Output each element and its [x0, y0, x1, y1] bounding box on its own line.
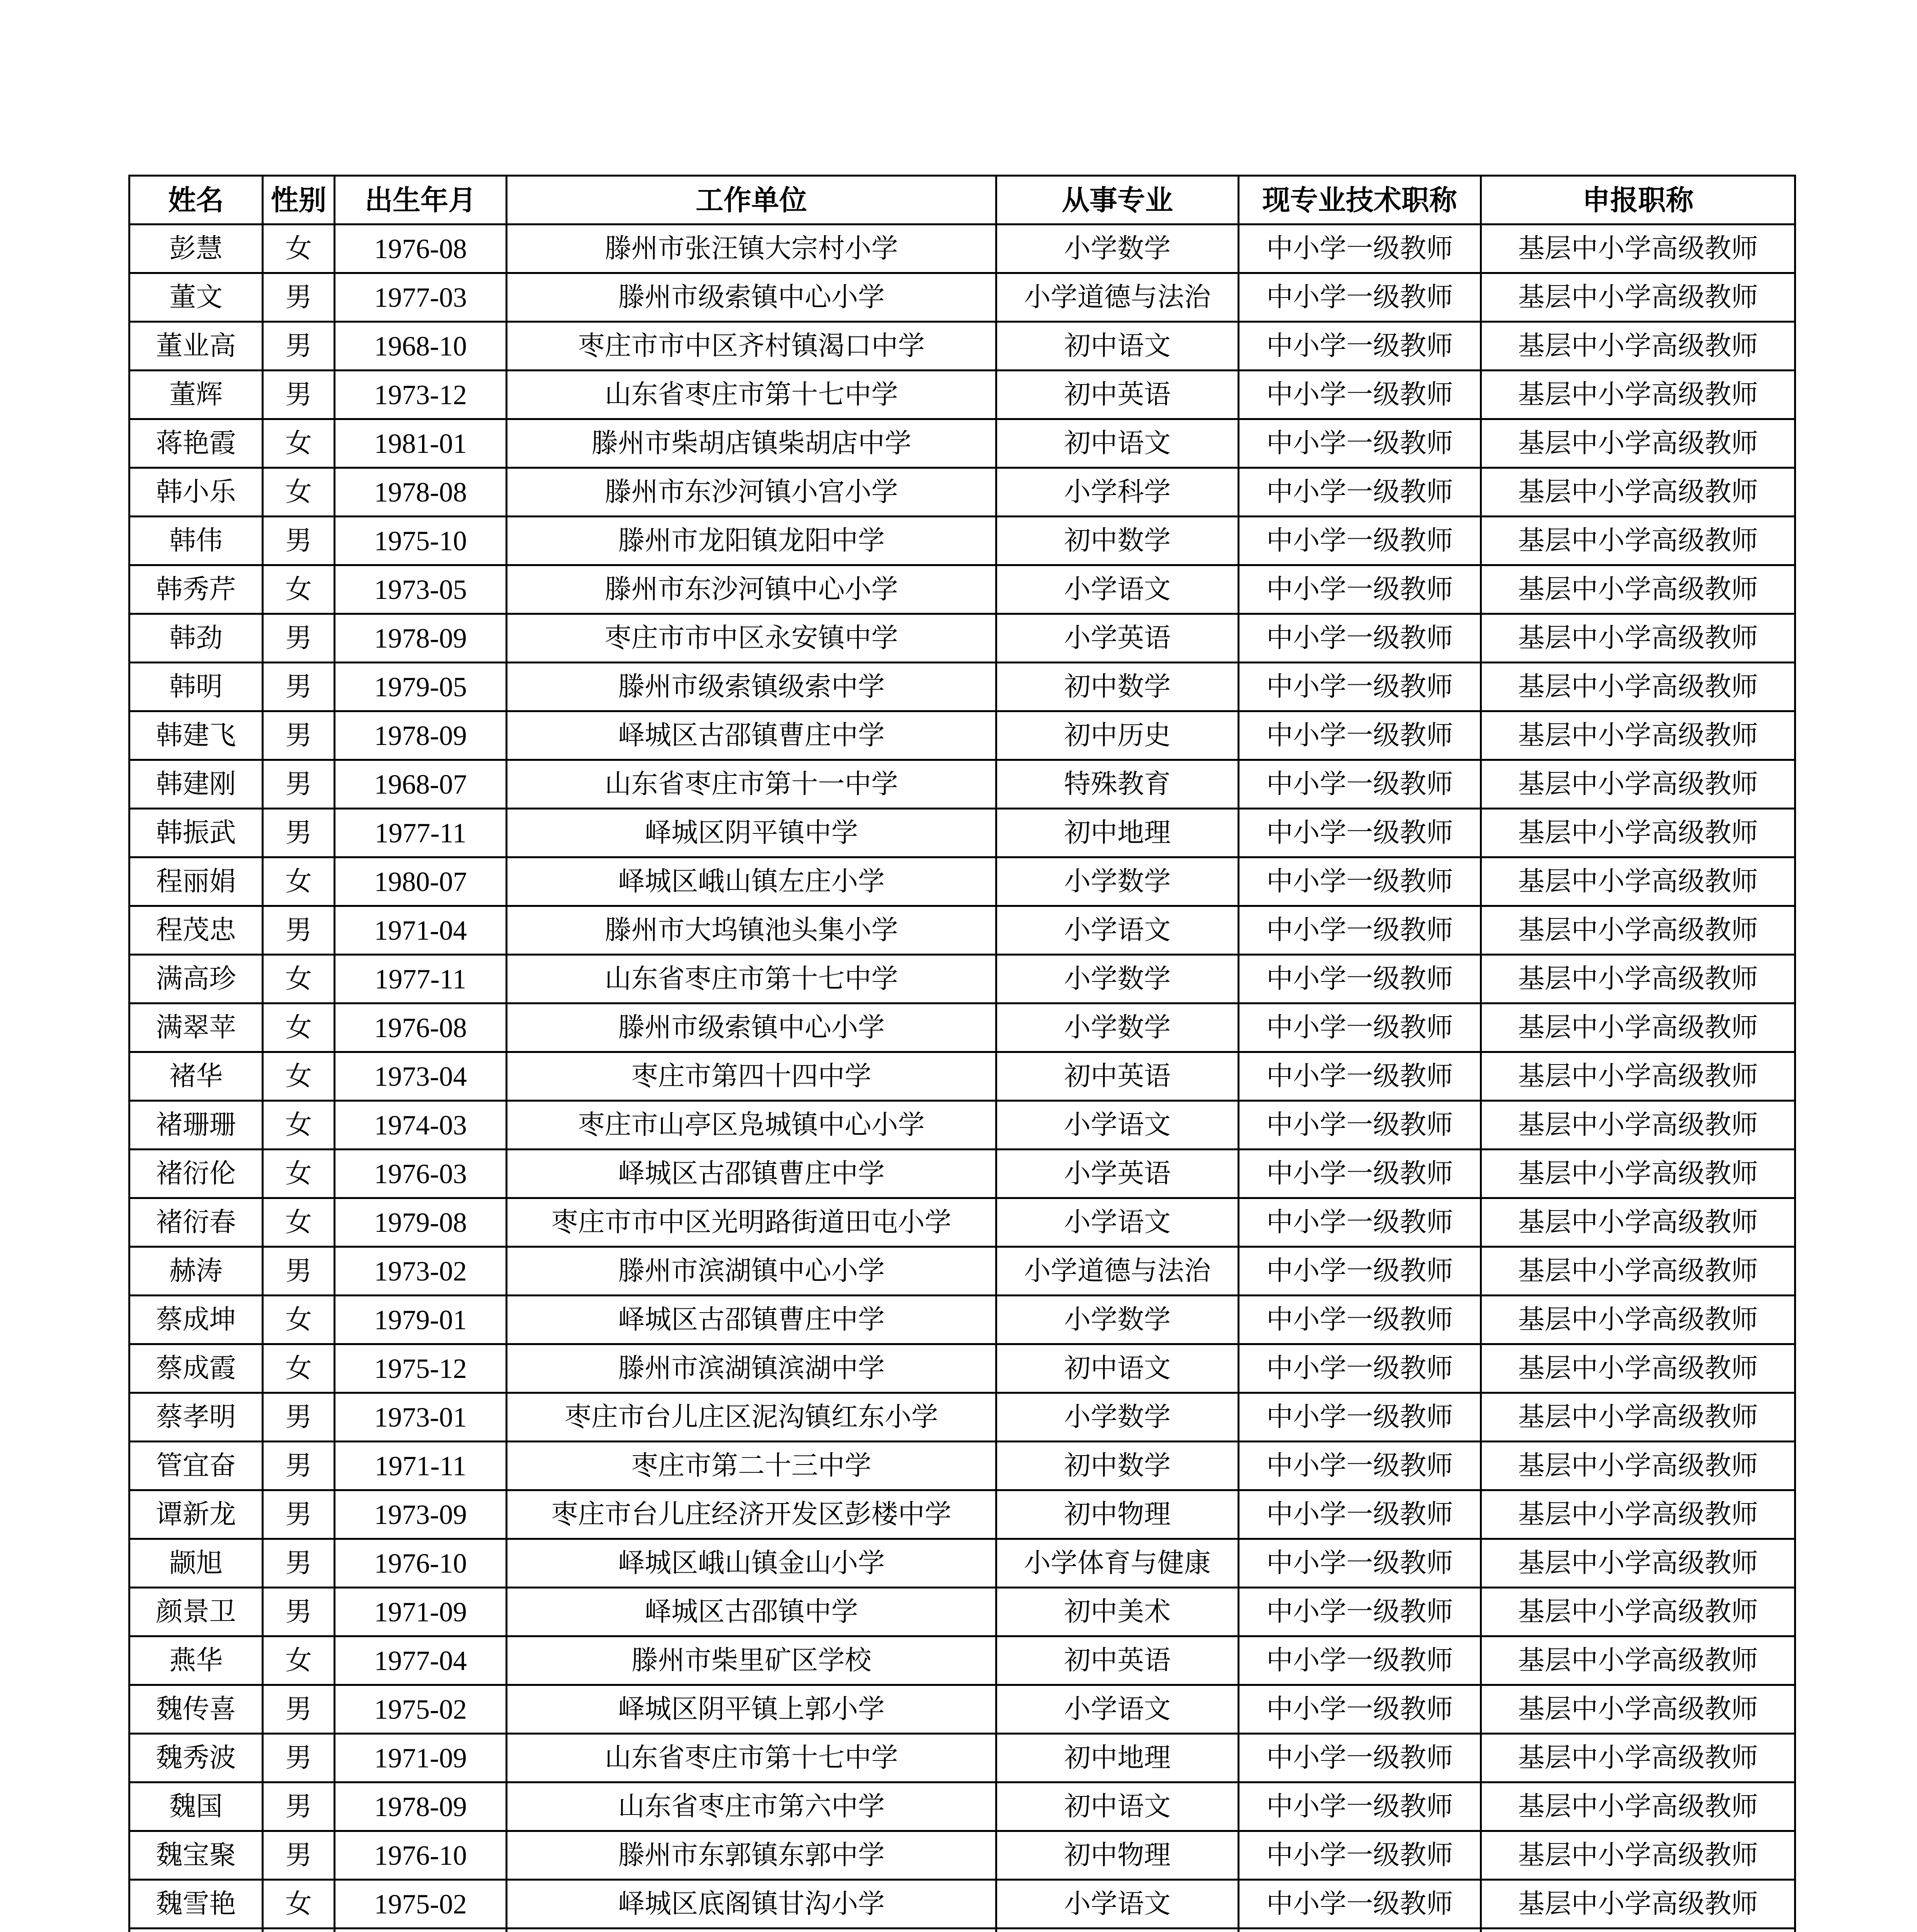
cell-name: 韩建飞 [129, 711, 263, 760]
cell-birth-date: 1973-12 [335, 371, 507, 419]
table-row [129, 322, 1795, 371]
cell-gender: 男 [263, 517, 335, 565]
cell-work-unit: 滕州市级索镇中心小学 [507, 273, 996, 322]
cell-gender: 女 [263, 468, 335, 517]
cell-name: 颜景卫 [129, 1588, 263, 1636]
cell-work-unit: 滕州市滨湖镇滨湖中学 [507, 1344, 996, 1393]
cell-gender: 男 [263, 1831, 335, 1880]
table-row [129, 1539, 1795, 1588]
cell-work-unit: 峄城区峨山镇左庄小学 [507, 857, 996, 906]
table-row [129, 565, 1795, 614]
cell-specialty: 小学数学 [996, 955, 1239, 1003]
cell-work-unit: 山东省枣庄市第十七中学 [507, 1734, 996, 1782]
cell-specialty: 初中物理 [996, 1831, 1239, 1880]
cell-work-unit: 滕州市柴胡店镇柴胡店中学 [507, 419, 996, 468]
cell-birth-date: 1975-02 [335, 1880, 507, 1929]
table-row [129, 1150, 1795, 1198]
cell-applied-title: 基层中小学高级教师 [1481, 614, 1795, 663]
cell-name: 韩振武 [129, 809, 263, 857]
cell-current-title: 中小学一级教师 [1239, 1636, 1481, 1685]
cell-applied-title: 基层中小学高级教师 [1481, 468, 1795, 517]
cell-specialty: 小学语文 [996, 565, 1239, 614]
cell-birth-date: 1978-08 [335, 468, 507, 517]
table-row [129, 711, 1795, 760]
cell-current-title: 中小学一级教师 [1239, 1393, 1481, 1442]
cell-birth-date: 1977-04 [335, 1636, 507, 1685]
cell-current-title: 中小学一级教师 [1239, 1247, 1481, 1296]
header-gender: 性别 [263, 176, 335, 224]
cell-name: 赫涛 [129, 1247, 263, 1296]
cell-specialty: 初中美术 [996, 1588, 1239, 1636]
cell-name: 满翠苹 [129, 1003, 263, 1052]
cell-specialty: 初中英语 [996, 1052, 1239, 1101]
cell-work-unit: 滕州市级索镇级索中学 [507, 663, 996, 711]
cell-specialty: 初中数学 [996, 663, 1239, 711]
table-row [129, 1101, 1795, 1150]
cell-work-unit: 枣庄市台儿庄区泥沟镇红东小学 [507, 1393, 996, 1442]
table-row [129, 955, 1795, 1003]
cell-work-unit: 峄城区古邵镇曹庄中学 [507, 711, 996, 760]
cell-applied-title: 基层中小学高级教师 [1481, 1685, 1795, 1734]
cell-specialty: 小学语文 [996, 1198, 1239, 1247]
cell-current-title: 中小学一级教师 [1239, 1734, 1481, 1782]
cell-birth-date: 1968-10 [335, 322, 507, 371]
table-row [129, 468, 1795, 517]
table-row [129, 1588, 1795, 1636]
cell-current-title: 中小学一级教师 [1239, 1442, 1481, 1490]
cell-specialty: 小学数学 [996, 1393, 1239, 1442]
cell-specialty: 初中地理 [996, 809, 1239, 857]
cell-name: 褚珊珊 [129, 1101, 263, 1150]
cell-specialty: 小学英语 [996, 1150, 1239, 1198]
cell-specialty: 初中历史 [996, 711, 1239, 760]
cell-name: 董文 [129, 273, 263, 322]
cell-applied-title: 基层中小学高级教师 [1481, 419, 1795, 468]
table-row [129, 1929, 1795, 1932]
cell-applied-title: 基层中小学高级教师 [1481, 663, 1795, 711]
cell-current-title: 中小学一级教师 [1239, 1782, 1481, 1831]
cell-gender: 男 [263, 1734, 335, 1782]
cell-birth-date: 1979-01 [335, 1296, 507, 1344]
cell-birth-date: 1971-09 [335, 1588, 507, 1636]
cell-birth-date: 1976-03 [335, 1150, 507, 1198]
table-row [129, 1734, 1795, 1782]
cell-birth-date: 1971-09 [335, 1734, 507, 1782]
cell-applied-title: 基层中小学高级教师 [1481, 371, 1795, 419]
cell-applied-title: 基层中小学高级教师 [1481, 1734, 1795, 1782]
cell-name: 褚衍伦 [129, 1150, 263, 1198]
cell-birth-date: 1976-10 [335, 1539, 507, 1588]
cell-specialty: 初中数学 [996, 517, 1239, 565]
cell-applied-title: 基层中小学高级教师 [1481, 1150, 1795, 1198]
cell-work-unit: 峄城区阴平镇上郭小学 [507, 1685, 996, 1734]
cell-specialty: 小学数学 [996, 1003, 1239, 1052]
table-row [129, 517, 1795, 565]
cell-current-title: 中小学一级教师 [1239, 1880, 1481, 1929]
header-work-unit: 工作单位 [507, 176, 996, 224]
cell-gender: 男 [263, 1782, 335, 1831]
cell-applied-title: 基层中小学高级教师 [1481, 1296, 1795, 1344]
cell-gender: 女 [263, 419, 335, 468]
cell-gender: 女 [263, 1296, 335, 1344]
cell-specialty: 初中物理 [996, 1490, 1239, 1539]
cell-birth-date: 1979-08 [335, 1198, 507, 1247]
cell-specialty [996, 1929, 1239, 1932]
cell-name: 魏宝聚 [129, 1831, 263, 1880]
table-row [129, 663, 1795, 711]
cell-gender: 女 [263, 857, 335, 906]
cell-specialty: 初中地理 [996, 1734, 1239, 1782]
header-specialty: 从事专业 [996, 176, 1239, 224]
cell-applied-title: 基层中小学高级教师 [1481, 1247, 1795, 1296]
cell-name: 彭慧 [129, 224, 263, 273]
cell-birth-date: 1976-08 [335, 224, 507, 273]
cell-current-title: 中小学一级教师 [1239, 1539, 1481, 1588]
table-row [129, 1393, 1795, 1442]
cell-name: 董辉 [129, 371, 263, 419]
cell-current-title [1239, 1929, 1481, 1932]
cell-birth-date: 1971-11 [335, 1442, 507, 1490]
table-header-row [129, 176, 1795, 224]
table-row [129, 224, 1795, 273]
cell-gender: 男 [263, 760, 335, 809]
cell-birth-date: 1973-02 [335, 1247, 507, 1296]
cell-name: 程茂忠 [129, 906, 263, 955]
cell-work-unit: 滕州市张汪镇大宗村小学 [507, 224, 996, 273]
cell-birth-date: 1976-10 [335, 1831, 507, 1880]
cell-current-title: 中小学一级教师 [1239, 711, 1481, 760]
cell-work-unit: 滕州市滨湖镇中心小学 [507, 1247, 996, 1296]
cell-gender: 男 [263, 1442, 335, 1490]
cell-birth-date: 1973-04 [335, 1052, 507, 1101]
cell-work-unit: 枣庄市第四十四中学 [507, 1052, 996, 1101]
cell-name: 魏雪艳 [129, 1880, 263, 1929]
cell-current-title: 中小学一级教师 [1239, 1003, 1481, 1052]
cell-birth-date: 1976-08 [335, 1003, 507, 1052]
cell-name: 褚华 [129, 1052, 263, 1101]
table-row [129, 1003, 1795, 1052]
cell-gender: 女 [263, 955, 335, 1003]
cell-work-unit: 峄城区古邵镇曹庄中学 [507, 1150, 996, 1198]
cell-name: 燕华 [129, 1636, 263, 1685]
cell-work-unit: 枣庄市市中区永安镇中学 [507, 614, 996, 663]
cell-specialty: 小学语文 [996, 1880, 1239, 1929]
cell-current-title: 中小学一级教师 [1239, 1101, 1481, 1150]
cell-work-unit: 滕州市龙阳镇龙阳中学 [507, 517, 996, 565]
header-name: 姓名 [129, 176, 263, 224]
cell-name: 谭新龙 [129, 1490, 263, 1539]
table-row [129, 419, 1795, 468]
cell-work-unit: 峄城区底阁镇甘沟小学 [507, 1880, 996, 1929]
cell-birth-date: 1974-03 [335, 1101, 507, 1150]
cell-birth-date: 1978-09 [335, 711, 507, 760]
table-row [129, 1344, 1795, 1393]
cell-specialty: 小学体育与健康 [996, 1539, 1239, 1588]
cell-applied-title: 基层中小学高级教师 [1481, 809, 1795, 857]
cell-gender: 女 [263, 1344, 335, 1393]
cell-applied-title: 基层中小学高级教师 [1481, 224, 1795, 273]
cell-gender: 男 [263, 1393, 335, 1442]
cell-current-title: 中小学一级教师 [1239, 809, 1481, 857]
cell-applied-title: 基层中小学高级教师 [1481, 1052, 1795, 1101]
cell-applied-title: 基层中小学高级教师 [1481, 1782, 1795, 1831]
table-row [129, 273, 1795, 322]
cell-applied-title: 基层中小学高级教师 [1481, 273, 1795, 322]
table-row [129, 906, 1795, 955]
cell-specialty: 初中语文 [996, 419, 1239, 468]
cell-birth-date [335, 1929, 507, 1932]
table-row [129, 1442, 1795, 1490]
cell-gender: 女 [263, 1198, 335, 1247]
cell-birth-date: 1975-12 [335, 1344, 507, 1393]
cell-work-unit: 滕州市东郭镇东郭中学 [507, 1831, 996, 1880]
cell-gender: 女 [263, 1150, 335, 1198]
cell-name: 董业高 [129, 322, 263, 371]
cell-name: 魏国 [129, 1782, 263, 1831]
cell-name: 颛旭 [129, 1539, 263, 1588]
cell-specialty: 初中英语 [996, 1636, 1239, 1685]
cell-specialty: 小学科学 [996, 468, 1239, 517]
cell-birth-date: 1977-11 [335, 955, 507, 1003]
cell-name: 韩建刚 [129, 760, 263, 809]
cell-birth-date: 1981-01 [335, 419, 507, 468]
cell-name: 褚衍春 [129, 1198, 263, 1247]
cell-specialty: 小学道德与法治 [996, 273, 1239, 322]
cell-gender: 男 [263, 1247, 335, 1296]
cell-gender: 女 [263, 1636, 335, 1685]
cell-name: 韩明 [129, 663, 263, 711]
cell-applied-title: 基层中小学高级教师 [1481, 1198, 1795, 1247]
cell-birth-date: 1975-10 [335, 517, 507, 565]
cell-birth-date: 1968-07 [335, 760, 507, 809]
cell-gender: 女 [263, 565, 335, 614]
table-row [129, 1490, 1795, 1539]
cell-current-title: 中小学一级教师 [1239, 1490, 1481, 1539]
cell-work-unit: 山东省枣庄市第十七中学 [507, 371, 996, 419]
cell-gender: 女 [263, 1880, 335, 1929]
cell-work-unit: 滕州市东沙河镇中心小学 [507, 565, 996, 614]
table-row [129, 1198, 1795, 1247]
cell-work-unit: 峄城区阴平镇中学 [507, 809, 996, 857]
cell-work-unit: 滕州市大坞镇池头集小学 [507, 906, 996, 955]
table-row [129, 760, 1795, 809]
cell-current-title: 中小学一级教师 [1239, 371, 1481, 419]
cell-work-unit: 滕州市级索镇中心小学 [507, 1003, 996, 1052]
cell-name: 蔡成霞 [129, 1344, 263, 1393]
cell-gender: 男 [263, 371, 335, 419]
cell-specialty: 初中语文 [996, 1782, 1239, 1831]
cell-name: 魏传喜 [129, 1685, 263, 1734]
cell-work-unit: 峄城区古邵镇曹庄中学 [507, 1296, 996, 1344]
cell-current-title: 中小学一级教师 [1239, 1588, 1481, 1636]
cell-applied-title: 基层中小学高级教师 [1481, 711, 1795, 760]
cell-current-title: 中小学一级教师 [1239, 468, 1481, 517]
cell-work-unit: 枣庄市市中区光明路街道田屯小学 [507, 1198, 996, 1247]
cell-specialty: 初中数学 [996, 1442, 1239, 1490]
cell-gender: 男 [263, 1685, 335, 1734]
cell-work-unit: 枣庄市台儿庄经济开发区彭楼中学 [507, 1490, 996, 1539]
cell-current-title: 中小学一级教师 [1239, 1150, 1481, 1198]
cell-specialty: 小学数学 [996, 224, 1239, 273]
cell-current-title: 中小学一级教师 [1239, 1198, 1481, 1247]
cell-current-title: 中小学一级教师 [1239, 614, 1481, 663]
cell-gender: 男 [263, 663, 335, 711]
cell-birth-date: 1979-05 [335, 663, 507, 711]
table-row [129, 1052, 1795, 1101]
cell-applied-title: 基层中小学高级教师 [1481, 1831, 1795, 1880]
cell-applied-title: 基层中小学高级教师 [1481, 1003, 1795, 1052]
cell-applied-title: 基层中小学高级教师 [1481, 906, 1795, 955]
cell-work-unit: 峄城区古邵镇中学 [507, 1588, 996, 1636]
cell-applied-title: 基层中小学高级教师 [1481, 1880, 1795, 1929]
cell-gender: 男 [263, 1539, 335, 1588]
table-row [129, 1782, 1795, 1831]
applicant-table [128, 175, 1796, 1932]
table-row [129, 1247, 1795, 1296]
cell-applied-title: 基层中小学高级教师 [1481, 1636, 1795, 1685]
cell-name: 韩秀芹 [129, 565, 263, 614]
cell-applied-title: 基层中小学高级教师 [1481, 1101, 1795, 1150]
cell-current-title: 中小学一级教师 [1239, 857, 1481, 906]
cell-gender: 女 [263, 224, 335, 273]
cell-specialty: 小学语文 [996, 1685, 1239, 1734]
cell-applied-title: 基层中小学高级教师 [1481, 1393, 1795, 1442]
cell-name [129, 1929, 263, 1932]
table-row [129, 1636, 1795, 1685]
cell-birth-date: 1977-03 [335, 273, 507, 322]
cell-gender: 男 [263, 1588, 335, 1636]
cell-applied-title: 基层中小学高级教师 [1481, 517, 1795, 565]
cell-specialty: 初中英语 [996, 371, 1239, 419]
table-row [129, 1880, 1795, 1929]
cell-name: 韩小乐 [129, 468, 263, 517]
cell-specialty: 小学语文 [996, 906, 1239, 955]
cell-work-unit: 滕州市柴里矿区学校 [507, 1636, 996, 1685]
cell-work-unit: 山东省枣庄市第六中学 [507, 1782, 996, 1831]
cell-work-unit: 峄城区峨山镇金山小学 [507, 1539, 996, 1588]
cell-gender: 女 [263, 1052, 335, 1101]
table-row [129, 1296, 1795, 1344]
cell-name: 蔡孝明 [129, 1393, 263, 1442]
cell-name: 程丽娟 [129, 857, 263, 906]
cell-specialty: 特殊教育 [996, 760, 1239, 809]
cell-current-title: 中小学一级教师 [1239, 517, 1481, 565]
cell-gender: 男 [263, 711, 335, 760]
cell-current-title: 中小学一级教师 [1239, 663, 1481, 711]
cell-name: 韩劲 [129, 614, 263, 663]
cell-current-title: 中小学一级教师 [1239, 322, 1481, 371]
cell-applied-title: 基层中小学高级教师 [1481, 565, 1795, 614]
cell-current-title: 中小学一级教师 [1239, 1831, 1481, 1880]
cell-name: 蔡成坤 [129, 1296, 263, 1344]
cell-birth-date: 1973-05 [335, 565, 507, 614]
cell-applied-title: 基层中小学高级教师 [1481, 760, 1795, 809]
cell-work-unit: 枣庄市第二十三中学 [507, 1442, 996, 1490]
cell-specialty: 小学道德与法治 [996, 1247, 1239, 1296]
cell-applied-title: 基层中小学高级教师 [1481, 857, 1795, 906]
cell-specialty: 小学数学 [996, 857, 1239, 906]
cell-applied-title [1481, 1929, 1795, 1932]
cell-specialty: 小学英语 [996, 614, 1239, 663]
cell-current-title: 中小学一级教师 [1239, 955, 1481, 1003]
cell-applied-title: 基层中小学高级教师 [1481, 1344, 1795, 1393]
cell-work-unit: 滕州市东沙河镇小宫小学 [507, 468, 996, 517]
cell-applied-title: 基层中小学高级教师 [1481, 1588, 1795, 1636]
table-row [129, 371, 1795, 419]
cell-specialty: 小学数学 [996, 1296, 1239, 1344]
cell-gender: 男 [263, 614, 335, 663]
cell-gender [263, 1929, 335, 1932]
cell-specialty: 小学语文 [996, 1101, 1239, 1150]
cell-gender: 男 [263, 322, 335, 371]
cell-birth-date: 1980-07 [335, 857, 507, 906]
table-row [129, 1685, 1795, 1734]
cell-name: 满高珍 [129, 955, 263, 1003]
cell-applied-title: 基层中小学高级教师 [1481, 955, 1795, 1003]
cell-current-title: 中小学一级教师 [1239, 760, 1481, 809]
cell-birth-date: 1971-04 [335, 906, 507, 955]
table-row [129, 614, 1795, 663]
cell-applied-title: 基层中小学高级教师 [1481, 1539, 1795, 1588]
cell-work-unit: 枣庄市市中区齐村镇渴口中学 [507, 322, 996, 371]
cell-specialty: 初中语文 [996, 322, 1239, 371]
cell-current-title: 中小学一级教师 [1239, 1052, 1481, 1101]
cell-applied-title: 基层中小学高级教师 [1481, 322, 1795, 371]
cell-current-title: 中小学一级教师 [1239, 1296, 1481, 1344]
cell-gender: 男 [263, 1490, 335, 1539]
cell-current-title: 中小学一级教师 [1239, 273, 1481, 322]
cell-work-unit: 山东省枣庄市第十七中学 [507, 955, 996, 1003]
cell-name: 韩伟 [129, 517, 263, 565]
cell-gender: 女 [263, 1101, 335, 1150]
header-applied-title: 申报职称 [1481, 176, 1795, 224]
cell-current-title: 中小学一级教师 [1239, 419, 1481, 468]
cell-birth-date: 1978-09 [335, 614, 507, 663]
cell-work-unit [507, 1929, 996, 1932]
cell-current-title: 中小学一级教师 [1239, 1685, 1481, 1734]
cell-birth-date: 1975-02 [335, 1685, 507, 1734]
cell-name: 蒋艳霞 [129, 419, 263, 468]
cell-current-title: 中小学一级教师 [1239, 906, 1481, 955]
cell-gender: 男 [263, 809, 335, 857]
cell-current-title: 中小学一级教师 [1239, 1344, 1481, 1393]
cell-name: 魏秀波 [129, 1734, 263, 1782]
cell-specialty: 初中语文 [996, 1344, 1239, 1393]
table-row [129, 809, 1795, 857]
cell-applied-title: 基层中小学高级教师 [1481, 1490, 1795, 1539]
table-row [129, 1831, 1795, 1880]
cell-birth-date: 1973-09 [335, 1490, 507, 1539]
cell-birth-date: 1977-11 [335, 809, 507, 857]
table-row [129, 857, 1795, 906]
cell-name: 管宜奋 [129, 1442, 263, 1490]
cell-gender: 女 [263, 1003, 335, 1052]
cell-gender: 男 [263, 273, 335, 322]
cell-current-title: 中小学一级教师 [1239, 565, 1481, 614]
cell-birth-date: 1978-09 [335, 1782, 507, 1831]
cell-birth-date: 1973-01 [335, 1393, 507, 1442]
cell-work-unit: 山东省枣庄市第十一中学 [507, 760, 996, 809]
header-birth-date: 出生年月 [335, 176, 507, 224]
header-current-title: 现专业技术职称 [1239, 176, 1481, 224]
cell-current-title: 中小学一级教师 [1239, 224, 1481, 273]
cell-applied-title: 基层中小学高级教师 [1481, 1442, 1795, 1490]
cell-gender: 男 [263, 906, 335, 955]
cell-work-unit: 枣庄市山亭区凫城镇中心小学 [507, 1101, 996, 1150]
